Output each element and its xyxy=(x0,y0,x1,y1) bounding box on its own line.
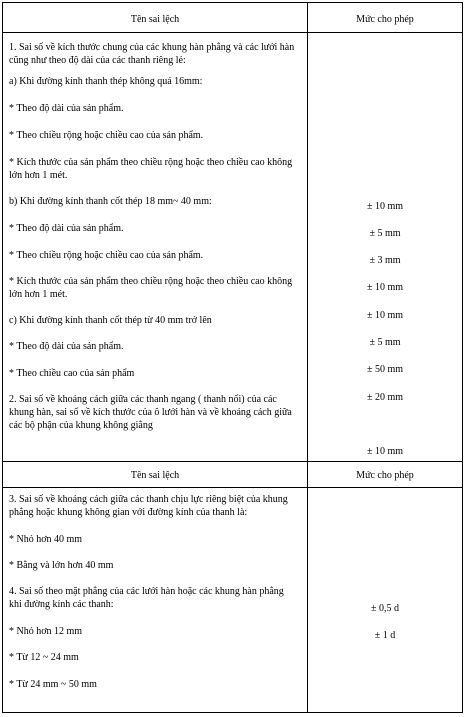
item-4: 4. Sai số theo mặt phẳng của các lưới hàn hoặc các khung hàn phẳng khi đường kính các thanh: xyxy=(9,586,284,610)
item-1b-2: * Theo chiều rộng hoặc chiều cao của sản phẩm. xyxy=(9,250,204,261)
item-4-2: * Từ 12 ~ 24 mm xyxy=(9,652,79,663)
header1-divider xyxy=(3,32,462,33)
header1-col2: Mức cho phép xyxy=(356,14,414,25)
item-1a-3: * Kích thước của sản phẩm theo chiều rộng hoặc theo chiều cao không lớn hơn 1 mét. xyxy=(9,157,293,181)
item-1b: b) Khi đường kính thanh cốt thép 18 mm~ 40 mm: xyxy=(9,196,212,207)
section-divider xyxy=(3,461,462,462)
item-1c-2: * Theo chiều cao của sản phẩm xyxy=(9,368,135,379)
header2-col1: Tên sai lệch xyxy=(130,470,180,481)
item-3-2: * Bằng và lớn hơn 40 mm xyxy=(9,560,114,571)
value-10: ± 0,5 d xyxy=(371,603,399,614)
value-8: ± 20 mm xyxy=(366,392,404,403)
item-1a-2: * Theo chiều rộng hoặc chiều cao của sản phẩm. xyxy=(9,130,204,141)
value-1: ± 10 mm xyxy=(366,201,404,212)
value-11: ± 1 d xyxy=(374,630,396,641)
header1-col1: Tên sai lệch xyxy=(130,14,180,25)
item-1: 1. Sai số về kích thước chung của các khung hàn phẳng và các lưới hàn cũng như theo độ dài của các thanh riêng lẻ: xyxy=(9,42,295,66)
item-4-1: * Nhỏ hơn 12 mm xyxy=(9,626,83,637)
item-3: 3. Sai số về khoảng cách giữa các thanh chịu lực riêng biệt của khung phẳng hoặc khung không gian với đường kính của thanh là: xyxy=(9,494,288,518)
item-1c: c) Khi đường kính thanh cốt thép từ 40 mm trở lên xyxy=(9,315,212,326)
item-1a-1: * Theo độ dài của sản phẩm. xyxy=(9,103,124,114)
item-1b-3: * Kích thước của sản phẩm theo chiều rộng hoặc theo chiều cao không lớn hơn 1 mét. xyxy=(9,276,293,300)
item-1a: a) Khi đường kính thanh thép không quá 16mm: xyxy=(9,76,203,87)
item-2: 2. Sai số về khoảng cách giữa các thanh ngang ( thanh nối) của các khung hàn, sai số về kích thước của ô lưới hàn và về khoảng cách giữa các bộ phận của khung không giằng xyxy=(9,394,292,431)
value-3: ± 3 mm xyxy=(369,255,401,266)
item-4-3: * Từ 24 mm ~ 50 mm xyxy=(9,679,97,690)
tolerance-table xyxy=(2,2,463,713)
value-6: ± 5 mm xyxy=(369,337,401,348)
value-7: ± 50 mm xyxy=(366,364,404,375)
item-1c-1: * Theo độ dài của sản phẩm. xyxy=(9,341,124,352)
value-4: ± 10 mm xyxy=(366,282,404,293)
value-9: ± 10 mm xyxy=(366,446,404,457)
value-2: ± 5 mm xyxy=(369,228,401,239)
item-1b-1: * Theo độ dài của sản phẩm. xyxy=(9,223,124,234)
header2-divider xyxy=(3,487,462,488)
item-3-1: * Nhỏ hơn 40 mm xyxy=(9,534,83,545)
value-5: ± 10 mm xyxy=(366,310,404,321)
header2-col2: Mức cho phép xyxy=(356,470,414,481)
